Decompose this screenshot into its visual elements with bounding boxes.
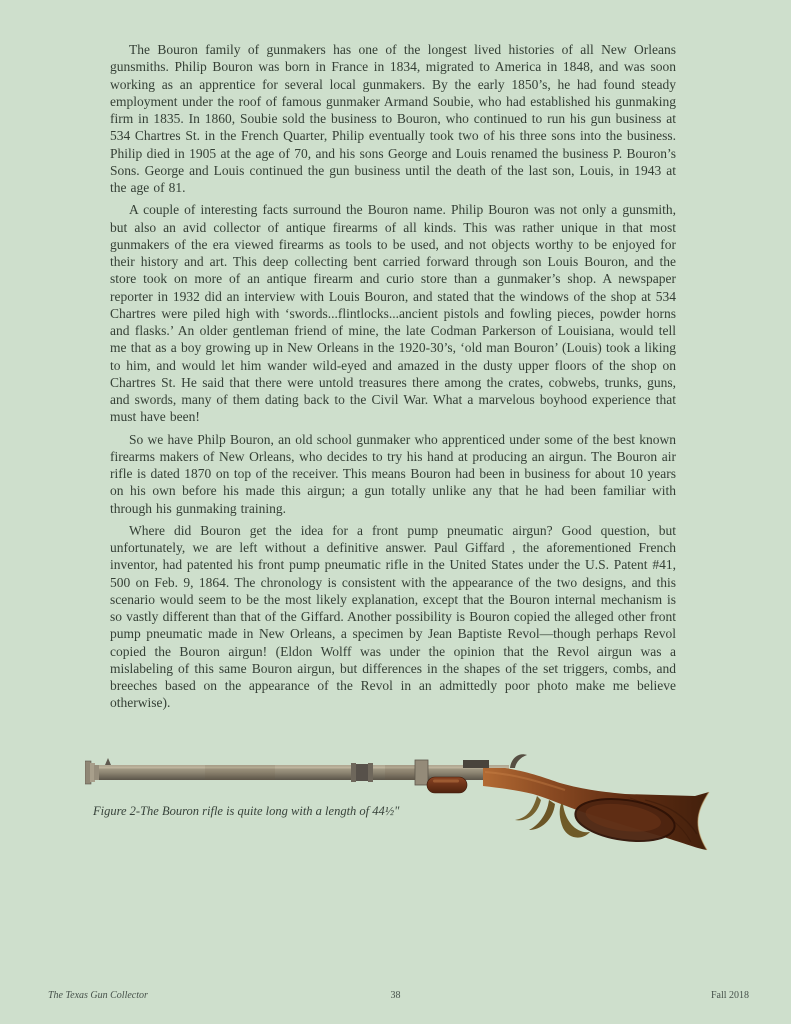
paragraph-2: A couple of interesting facts surround the Bouron name. Philip Bouron was not only a gunsmith, but also an avid collector of antique firearms of all kinds. This was rather unique in that most gunmakers of the era viewed firearms as tools to be used, and not objects worthy to be enjoyed for their history and art. This deep collecting bent carried forward through son Louis Bouron, and the store took on more of an antique firearm and curio store than a gunmaker’s shop. A newspaper reporter in 1932 did an interview with Louis Bouron, and stated that the windows of the shop at 534 Chartres were piled high with ‘swords...flintlocks...ancient pistols and fowling pieces, powder horns and flasks.’ An older gentleman friend of mine, the late Codman Parkerson of Louisiana, would tell me that as a boy growing up in New Orleans in the 1920-30’s, ‘old man Bouron’ (Louis) took a liking to him, and would let him wander wild-eyed and amazed in the dusty upper floors of the shop on Chartres St. He said that there were untold treasures there among the crates, cobwebs, trunks, guns, and swords, many of them dating back to the Civil War. What a marvelous boyhood experience that must have been! [110, 202, 676, 425]
paragraph-1: The Bouron family of gunmakers has one of the longest lived histories of all New Orleans gunsmiths. Philip Bouron was born in France in 1834, migrated to America in 1848, and was soon working as an apprentice for several local gunmakers. By the early 1850’s, he had found steady employment under the roof of famous gunmaker Armand Soubie, who had established his gunmaking firm in 1835. In 1860, Soubie sold the business to Bouron, who continued to run his gun business at 534 Chartres St. in the French Quarter, Philip eventually took two of his three sons into the business. Philip died in 1905 at the age of 70, and his sons George and Louis renamed the business P. Bouron’s Sons. George and Louis continued the gun business until the death of the last son, Louis, in 1943 at the age of 81. [110, 42, 676, 195]
footer-issue: Fall 2018 [710, 990, 749, 1001]
paragraph-3: So we have Philp Bouron, an old school gunmaker who apprenticed under some of the best known firearms makers of New Orleans, who decides to try his hand at producing an airgun. The Bouron air rifle is dated 1870 on top of the receiver. This means Bouron had been in business for about 10 years on his own before his made this airgun; a gun totally unlike any that he had been familiar with through his gunmaking training. [110, 431, 676, 516]
article-body [110, 41, 676, 717]
figure-caption: Figure 2-The Bouron rifle is quite long with a length of 44½" [93, 804, 400, 818]
footer-journal-title: The Texas Gun Collector [48, 990, 148, 1001]
footer-page-number: 38 [390, 990, 401, 1001]
paragraph-4: Where did Bouron get the idea for a front pump pneumatic airgun? Good question, but unfortunately, we are left without a definitive answer. Paul Giffard , the aforementioned French inventor, had patented his front pump pneumatic rifle in the United States under the U.S. Patent #41, 500 on Feb. 9, 1864. The chronology is consistent with the appearance of the two designs, and this scenario would seem to be the most likely explanation, except that the Bouron internal mechanism is so vastly different than that of the Giffard. Another possibility is Bouron copied the alleged other front pump pneumatic made in New Orleans, a specimen by Jean Baptiste Revol—though perhaps Revol copied the Bouron airgun! (Eldon Wolff was under the opinion that the Revol airgun was a mislabeling of this same Bouron airgun, but differences in the shapes of the set triggers, combs, and breeches based on the appearance of the Revol in an admittedly poor photo make me believe otherwise). [110, 522, 676, 711]
